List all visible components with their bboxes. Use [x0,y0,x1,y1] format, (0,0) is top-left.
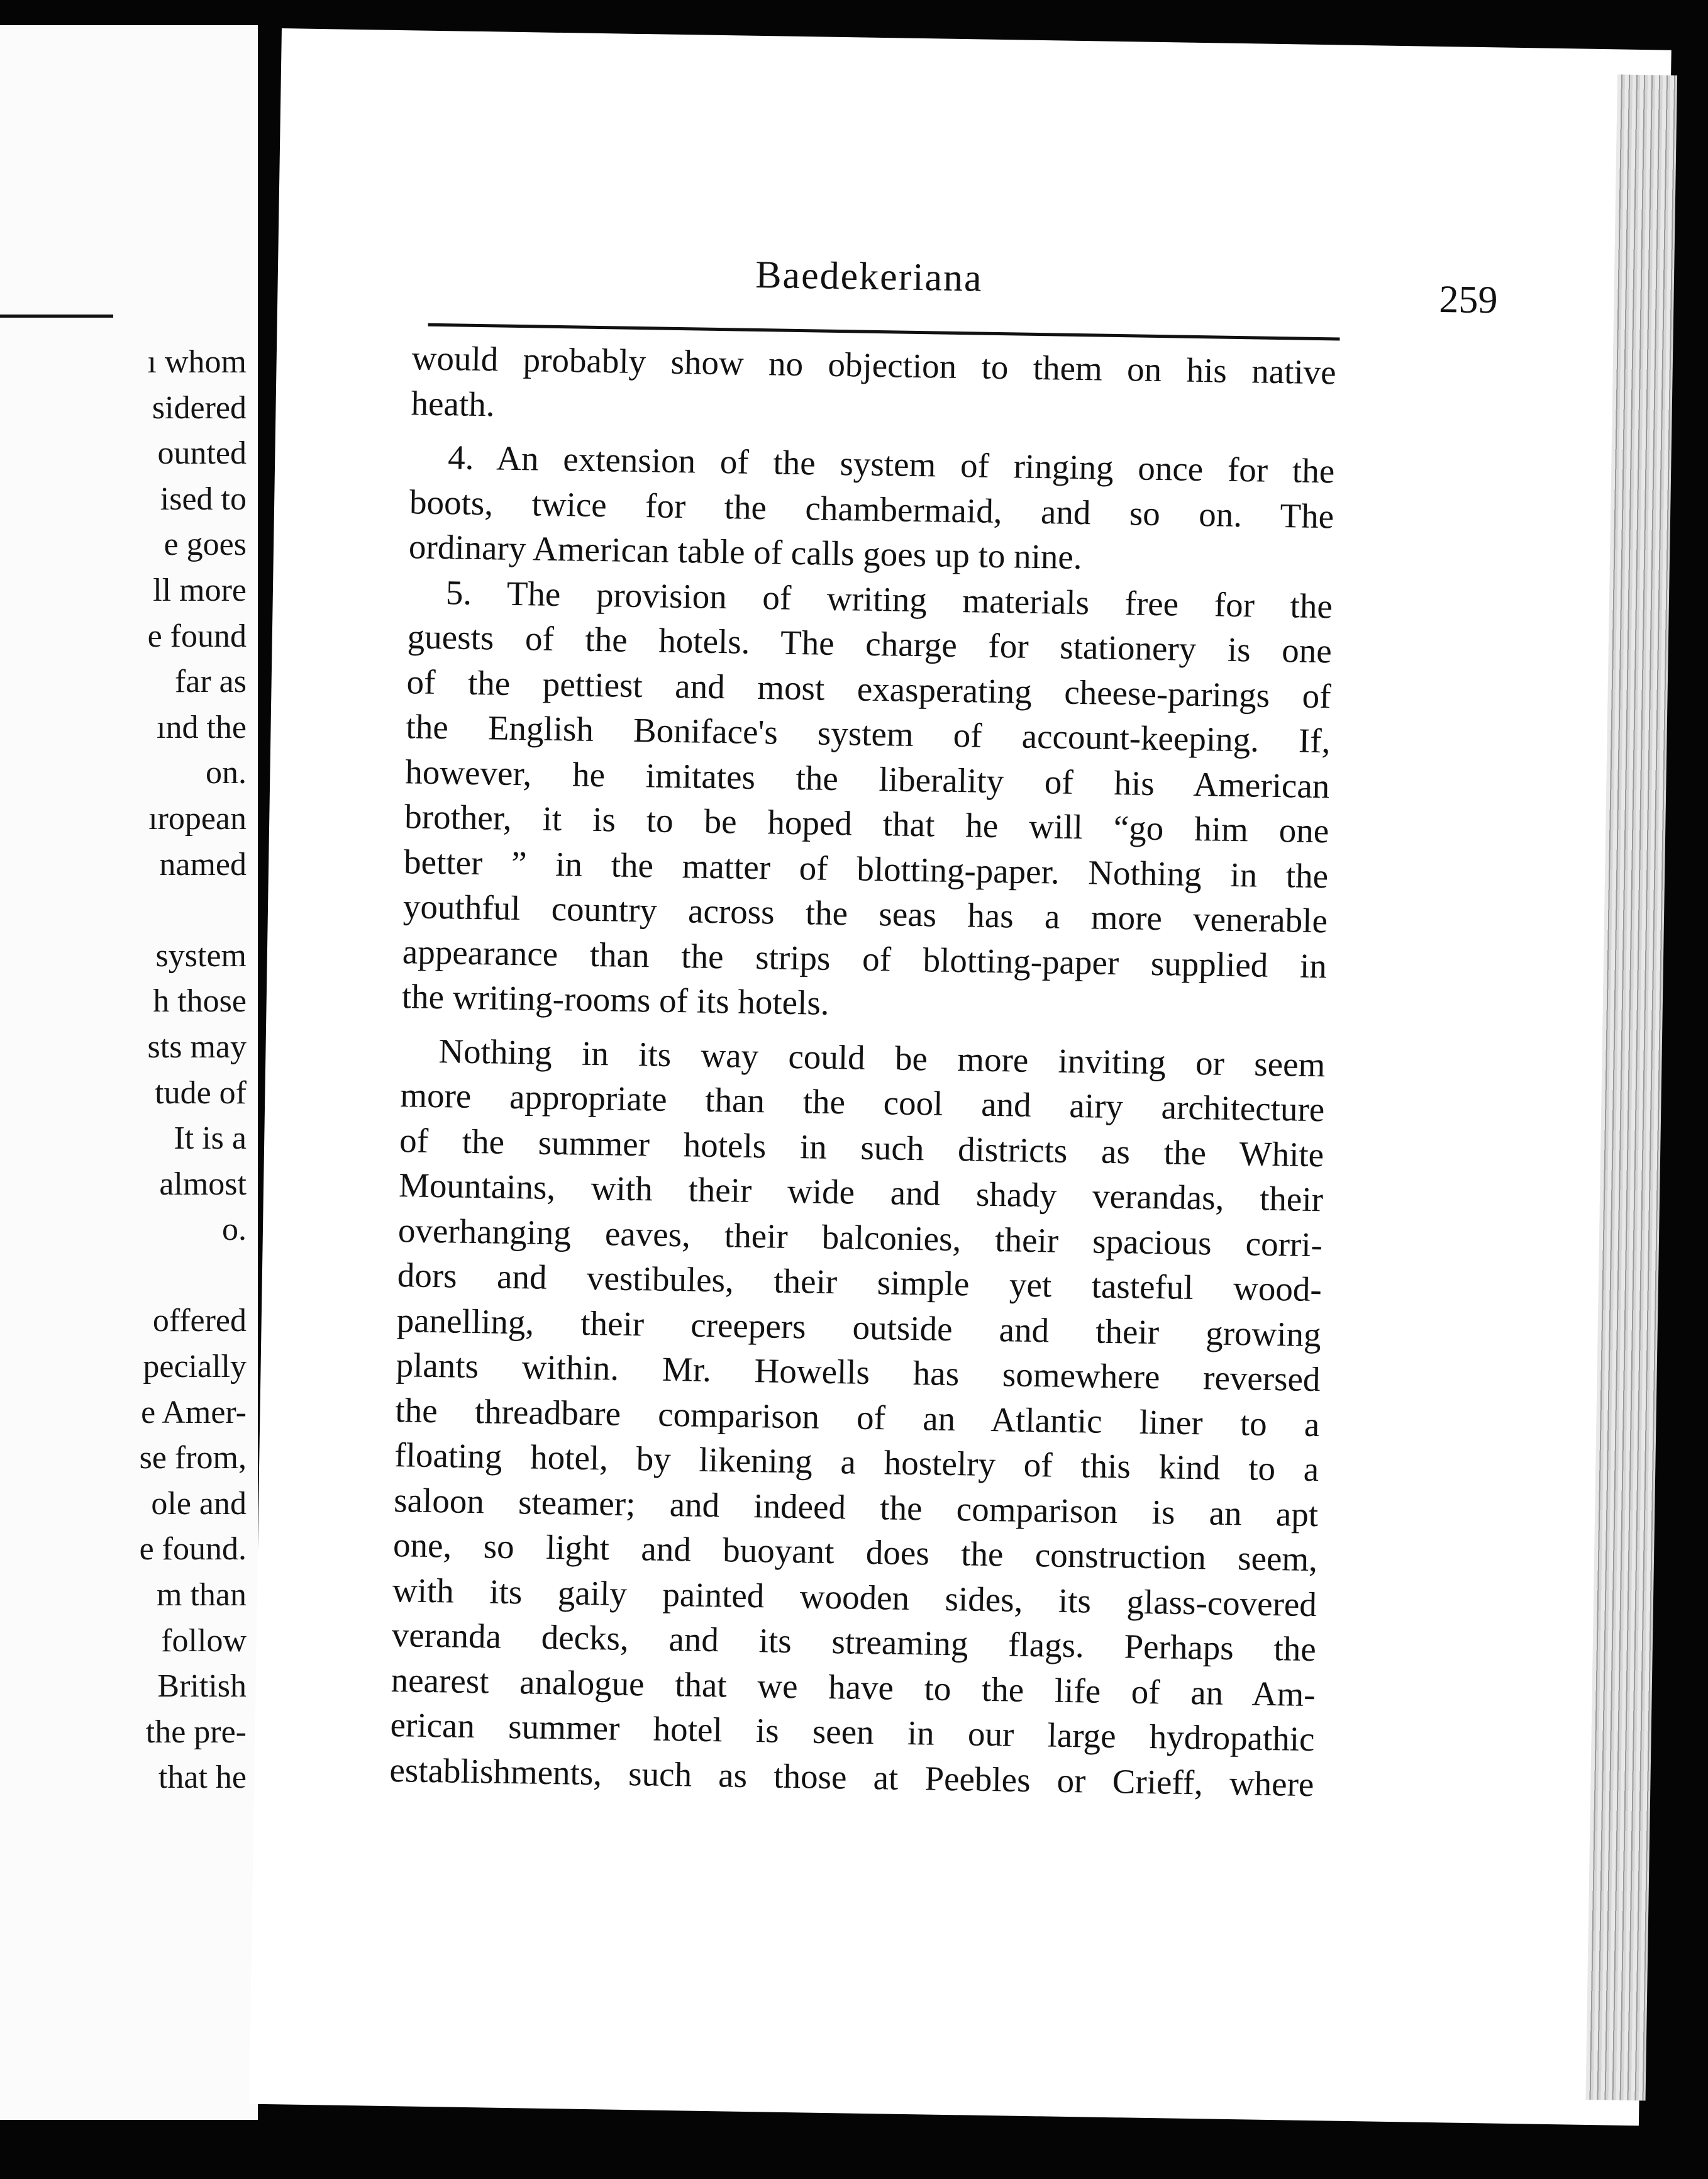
text-line: better ” in the matter of blotting-paper. Nothing in the [403,842,1329,895]
text-line: offered [152,1303,247,1339]
text-line: ounted [157,435,247,472]
text-line: panelling, their creepers outside and their growing [396,1300,1322,1354]
text-line: boots, twice for the chambermaid, and so on. The [409,482,1334,535]
current-page-wrapper [249,28,1678,2132]
text-line: h those [153,983,247,1020]
text-line: 4. An extension of the system of ringing once for the [447,438,1335,491]
previous-page-head-rule [0,315,113,318]
text-line: British [157,1668,247,1705]
blank-line [140,1253,247,1299]
text-line: with its gaily painted wooden sides, its glass-covered [392,1570,1317,1624]
running-head [428,248,1611,336]
text-line: o. [222,1212,247,1248]
text-line: far as [174,664,247,700]
text-line: however, he imitates the liberality of his American [404,752,1330,805]
text-line: pecially [143,1349,247,1385]
text-line: the threadbare comparison of an Atlantic liner to a [395,1390,1320,1444]
body-text [389,335,1336,1807]
text-line: Nothing in its way could be more inviting or seem [438,1031,1326,1084]
running-head-title: Baedekeriana [755,253,984,300]
text-line: the pre- [145,1714,247,1750]
text-line: sidered [152,389,247,426]
text-line: tude of [155,1074,247,1111]
text-line: ordinary American table of calls goes up to nine. [408,527,1083,577]
text-line: the writing-rooms of its hotels. [401,977,830,1022]
text-line: veranda decks, and its streaming flags. Perhaps the [391,1615,1317,1669]
text-line: ı whom [147,344,247,380]
text-line: appearance than the strips of blotting-paper supplied in [402,932,1328,985]
text-line: guests of the hotels. The charge for stationery is one [407,617,1333,671]
text-line: youthful country across the seas has a more venerable [402,887,1328,940]
text-line: system [155,937,247,974]
text-line: overhanging eaves, their balconies, their spacious corri- [397,1210,1323,1264]
previous-page [0,25,258,2120]
text-line: of the pettiest and most exasperating cheese-parings of [406,662,1332,715]
text-line: erican summer hotel is seen in our large hydropathic [390,1705,1315,1759]
text-line: ole and [151,1485,247,1522]
text-line: establishments, such as those at Peebles or Crieff, where [389,1750,1314,1803]
blank-line [140,888,247,933]
text-line: would probably show no objection to them on his native [411,338,1337,392]
text-line: ised to [160,481,247,517]
previous-page-text [140,340,247,1801]
text-line: saloon steamer; and indeed the comparison is an apt [393,1480,1319,1534]
current-page [249,28,1672,2126]
text-line: ll more [153,572,247,608]
text-line: named [159,846,247,883]
text-line: e found. [139,1531,247,1568]
text-line: m than [157,1577,247,1613]
text-line: sts may [147,1028,247,1065]
text-line: nearest analogue that we have to the life of an Am- [391,1660,1316,1714]
text-line: floating hotel, by likening a hostelry of this kind to a [394,1435,1319,1489]
text-line: se from, [139,1440,247,1476]
text-line: 5. The provision of writing materials free for the [445,572,1333,625]
text-line: ınd the [157,709,247,745]
text-line: on. [206,755,247,791]
text-line: plants within. Mr. Howells has somewhere reversed [396,1346,1321,1399]
text-line: e found [147,618,247,654]
text-line: ıropean [148,800,247,837]
text-line: almost [159,1166,247,1202]
text-line: e Amer- [141,1394,247,1430]
text-line: Mountains, with their wide and shady verandas, their [398,1166,1324,1219]
text-line: heath. [411,383,495,423]
text-line: dors and vestibules, their simple yet tasteful wood- [397,1256,1323,1309]
text-line: e goes [164,527,247,563]
text-line: follow [161,1622,247,1659]
page-number: 259 [1438,277,1498,322]
text-line: It is a [174,1120,247,1157]
text-line: brother, it is to be hoped that he will “go him one [404,797,1329,850]
text-line: that he [158,1759,247,1796]
text-line: more appropriate than the cool and airy architecture [399,1076,1325,1129]
text-line: the English Boniface's system of account-keeping. If, [406,707,1331,761]
text-line: of the summer hotels in such districts as the White [399,1120,1324,1174]
text-line: one, so light and buoyant does the construction seem, [392,1525,1318,1579]
